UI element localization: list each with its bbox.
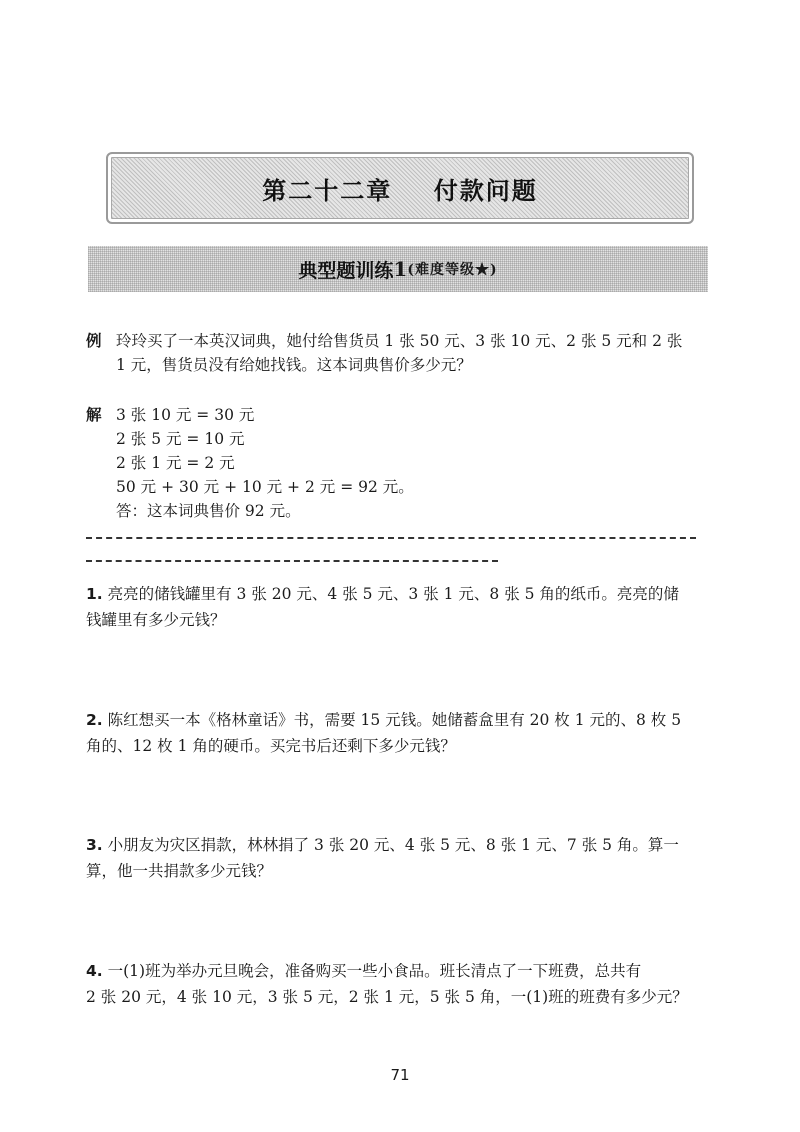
question-text-line-1: 小朋友为灾区捐款，林林捐了 3 张 20 元、4 张 5 元、8 张 1 元、7 张 5 角。算一 — [107, 836, 679, 854]
solution-step: 50 元 + 30 元 + 10 元 + 2 元 = 92 元。 — [116, 478, 414, 496]
question-2 — [86, 707, 700, 759]
question-3 — [86, 832, 700, 884]
example-block — [86, 329, 716, 377]
solution-block — [86, 403, 716, 523]
question-number: 2. — [86, 711, 103, 729]
question-number: 3. — [86, 836, 103, 854]
example-label: 例 — [86, 332, 102, 350]
question-text-line-2: 角的、12 枚 1 角的硬币。买完书后还剩下多少元钱？ — [86, 737, 456, 755]
question-number: 4. — [86, 962, 103, 980]
question-text-line-1: 陈红想买一本《格林童话》书，需要 15 元钱。她储蓄盒里有 20 枚 1 元的、8 枚 5 — [107, 711, 682, 729]
question-text-line-2: 钱罐里有多少元钱？ — [86, 611, 226, 629]
example-text-line-1: 玲玲买了一本英汉词典，她付给售货员 1 张 50 元、3 张 10 元、2 张 5 元和 2 张 — [116, 332, 683, 350]
solution-step: 2 张 1 元 = 2 元 — [116, 454, 235, 472]
solution-step: 2 张 5 元 = 10 元 — [116, 430, 245, 448]
chapter-title: 第二十二章 付款问题 — [262, 176, 538, 205]
difficulty-label: (难度等级★) — [407, 262, 498, 278]
page-number: 71 — [390, 1066, 410, 1084]
section-banner — [88, 246, 708, 292]
question-1 — [86, 581, 700, 633]
question-text-line-2: 2 张 20 元，4 张 10 元，3 张 5 元，2 张 1 元，5 张 5 角，一(1)班的班费有多少元？ — [86, 988, 688, 1006]
divider-dashed — [86, 537, 696, 539]
question-number: 1. — [86, 585, 103, 603]
section-title: 典型题训练 — [298, 259, 394, 282]
example-text-line-2: 1 元，售货员没有给她找钱。这本词典售价多少元？ — [116, 356, 472, 374]
question-text-line-2: 算，他一共捐款多少元钱？ — [86, 862, 273, 880]
chapter-banner — [106, 152, 694, 224]
question-4 — [86, 958, 700, 1010]
divider-dashed — [86, 560, 498, 562]
solution-step: 3 张 10 元 = 30 元 — [116, 406, 255, 424]
solution-answer: 答：这本词典售价 92 元。 — [116, 502, 301, 520]
section-number: 1 — [393, 257, 408, 281]
question-text-line-1: 亮亮的储钱罐里有 3 张 20 元、4 张 5 元、3 张 1 元、8 张 5 角的纸币。亮亮的储 — [107, 585, 679, 603]
question-text-line-1: 一(1)班为举办元旦晚会，准备购买一些小食品。班长清点了一下班费，总共有 — [107, 962, 642, 980]
solution-label: 解 — [86, 406, 102, 424]
